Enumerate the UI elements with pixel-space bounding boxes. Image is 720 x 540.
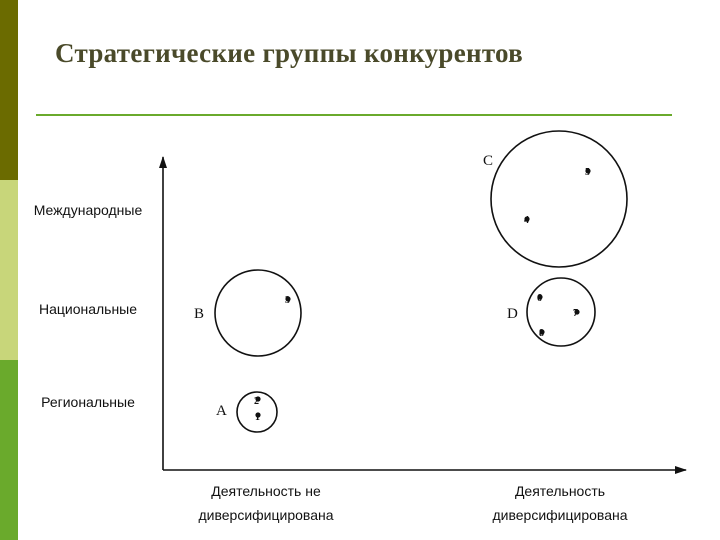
slide-title: Стратегические группы конкурентов — [55, 38, 524, 68]
group-c-member-label: 4 — [524, 215, 529, 226]
group-c-circle — [491, 131, 627, 267]
group-a-label: A — [216, 403, 227, 419]
y-level-regional: Региональные — [41, 394, 135, 410]
group-d-circle — [527, 278, 595, 346]
group-c-member-label: 5 — [585, 167, 590, 178]
x-category-not-diversified-line1: Деятельность не — [211, 483, 321, 499]
x-category-diversified-line2: диверсифицирована — [492, 507, 628, 523]
x-category-not-diversified-line2: диверсифицирована — [198, 507, 334, 523]
group-d-label: D — [507, 306, 518, 322]
group-b-label: B — [194, 306, 205, 322]
y-level-international: Международные — [33, 202, 143, 218]
group-a-member-label: 2 — [254, 396, 259, 407]
group-d-member-label: 7 — [573, 308, 578, 319]
group-c-label: C — [483, 153, 494, 169]
y-level-national: Национальные — [38, 301, 138, 317]
group-d-member-label: 8 — [539, 328, 544, 339]
group-b-circle — [215, 270, 301, 356]
group-a-member-label: 1 — [255, 412, 260, 423]
group-b-member-label: 3 — [285, 295, 290, 306]
x-category-diversified-line1: Деятельность — [514, 483, 606, 499]
group-d-member-label: 6 — [537, 293, 542, 304]
